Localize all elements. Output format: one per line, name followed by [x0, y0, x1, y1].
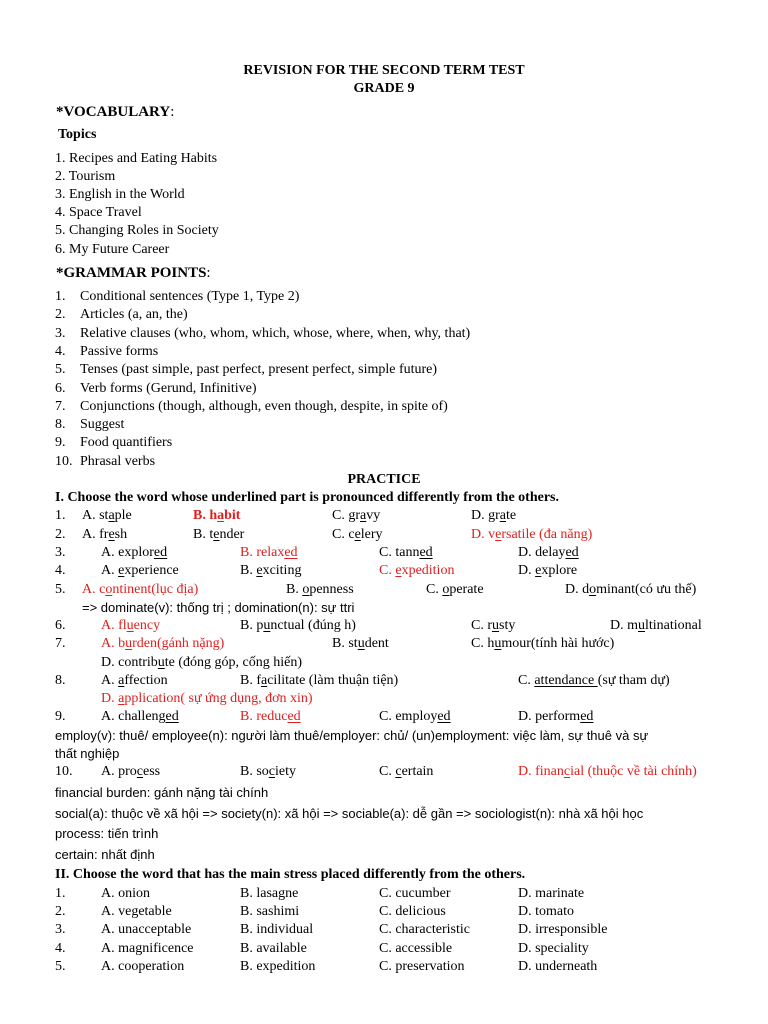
- topic-item: 2. Tourism: [55, 169, 116, 184]
- question-number: 3.: [55, 922, 66, 937]
- option-c: C. employed: [379, 709, 451, 724]
- option-c: C. attendance (sự tham dự): [518, 673, 670, 688]
- question-number: 4.: [55, 941, 66, 956]
- grammar-item: Suggest: [80, 417, 125, 432]
- grammar-heading: *GRAMMAR POINTS:: [56, 265, 211, 281]
- question-number: 6.: [55, 618, 66, 633]
- option-a: A. explored: [101, 545, 168, 560]
- grammar-item-number: 7.: [55, 399, 66, 414]
- question-number: 2.: [55, 904, 66, 919]
- grammar-item-number: 1.: [55, 289, 66, 304]
- grammar-item: Articles (a, an, the): [80, 307, 188, 322]
- answer-option: A. burden(gánh nặng): [101, 636, 225, 651]
- option-b: B. expedition: [240, 959, 316, 974]
- option-d: D. speciality: [518, 941, 589, 956]
- option-c: C. cucumber: [379, 886, 451, 901]
- answer-option: B. relaxed: [240, 545, 298, 560]
- option-c: C. characteristic: [379, 922, 470, 937]
- practice-heading: PRACTICE: [347, 472, 421, 487]
- topic-item: 5. Changing Roles in Society: [55, 223, 219, 238]
- question-number: 9.: [55, 709, 66, 724]
- option-d: D. underneath: [518, 959, 598, 974]
- option-a: A. staple: [82, 508, 132, 523]
- document-title: REVISION FOR THE SECOND TERM TEST: [243, 63, 525, 78]
- option-a: A. cooperation: [101, 959, 185, 974]
- question-number: 10.: [55, 764, 73, 779]
- topics-label: Topics: [58, 127, 97, 142]
- vocab-note: social(a): thuộc về xã hội => society(n): xã hội => sociable(a): dễ gần => sociologist(n): nhà xã hội học: [55, 806, 644, 821]
- vocab-note: process: tiến trình: [55, 826, 159, 841]
- vocab-note: => dominate(v): thống trị ; domination(n): sự ttri: [82, 600, 355, 615]
- question-number: 1.: [55, 508, 66, 523]
- option-d: D. delayed: [518, 545, 579, 560]
- answer-option: A. continent(lục địa): [82, 582, 199, 597]
- grammar-item: Conditional sentences (Type 1, Type 2): [80, 289, 300, 304]
- vocab-note: certain: nhất định: [55, 847, 155, 862]
- vocab-note: employ(v): thuê/ employee(n): người làm thuê/employer: chủ/ (un)employment: việc làm, sự thuê và sự: [55, 728, 649, 743]
- section-2-instruction: II. Choose the word that has the main stress placed differently from the others.: [55, 867, 526, 882]
- grammar-item: Food quantifiers: [80, 435, 173, 450]
- topic-item: 1. Recipes and Eating Habits: [55, 151, 218, 166]
- grammar-item-number: 6.: [55, 381, 66, 396]
- grammar-item-number: 4.: [55, 344, 66, 359]
- option-c: C. tanned: [379, 545, 433, 560]
- option-c: C. humour(tính hài hước): [471, 636, 615, 651]
- option-d: D. dominant(có ưu thế): [565, 582, 697, 597]
- option-d: D. tomato: [518, 904, 574, 919]
- question-number: 7.: [55, 636, 66, 651]
- option-d: D. marinate: [518, 886, 585, 901]
- question-number: 2.: [55, 527, 66, 542]
- option-d: D. performed: [518, 709, 594, 724]
- option-d: D. contribute (đóng góp, cống hiến): [101, 655, 303, 670]
- option-b: B. society: [240, 764, 297, 779]
- question-number: 5.: [55, 582, 66, 597]
- vocab-note: financial burden: gánh nặng tài chính: [55, 785, 269, 800]
- option-d: D. explore: [518, 563, 578, 578]
- question-number: 3.: [55, 545, 66, 560]
- grammar-item-number: 3.: [55, 326, 66, 341]
- option-a: A. challenged: [101, 709, 179, 724]
- grammar-item: Tenses (past simple, past perfect, present perfect, simple future): [80, 362, 438, 377]
- option-a: A. onion: [101, 886, 150, 901]
- vocabulary-heading: *VOCABULARY:: [56, 104, 175, 120]
- option-a: A. magnificence: [101, 941, 194, 956]
- answer-option: D. financial (thuộc về tài chính): [518, 764, 697, 779]
- grammar-item: Conjunctions (though, although, even though, despite, in spite of): [80, 399, 448, 414]
- section-1-instruction: I. Choose the word whose underlined part is pronounced differently from the others.: [55, 490, 560, 505]
- grammar-item: Relative clauses (who, whom, which, whose, where, when, why, that): [80, 326, 471, 341]
- document-subtitle: GRADE 9: [353, 81, 415, 96]
- grammar-item-number: 2.: [55, 307, 66, 322]
- answer-option: D. versatile (đa năng): [471, 527, 593, 542]
- option-b: B. punctual (đúng h): [240, 618, 356, 633]
- question-number: 1.: [55, 886, 66, 901]
- grammar-item-number: 10.: [55, 454, 73, 469]
- option-c: C. celery: [332, 527, 383, 542]
- option-a: A. vegetable: [101, 904, 172, 919]
- option-b: B. exciting: [240, 563, 302, 578]
- option-c: C. operate: [426, 582, 484, 597]
- question-number: 4.: [55, 563, 66, 578]
- grammar-item: Passive forms: [80, 344, 159, 359]
- option-b: B. lasagne: [240, 886, 299, 901]
- option-a: A. affection: [101, 673, 168, 688]
- option-b: B. openness: [286, 582, 354, 597]
- option-c: C. preservation: [379, 959, 465, 974]
- option-c: C. accessible: [379, 941, 453, 956]
- option-d: D. irresponsible: [518, 922, 608, 937]
- option-b: B. sashimi: [240, 904, 300, 919]
- option-a: A. fresh: [82, 527, 128, 542]
- option-d: D. multinational: [610, 618, 702, 633]
- option-b: B. individual: [240, 922, 314, 937]
- option-b: B. tender: [193, 527, 245, 542]
- answer-option: B. habit: [193, 508, 241, 523]
- answer-option: C. expedition: [379, 563, 455, 578]
- option-a: A. unacceptable: [101, 922, 192, 937]
- question-number: 8.: [55, 673, 66, 688]
- grammar-item-number: 8.: [55, 417, 66, 432]
- question-number: 5.: [55, 959, 66, 974]
- option-c: C. rusty: [471, 618, 516, 633]
- vocab-note: thất nghiệp: [55, 746, 120, 761]
- option-d: D. grate: [471, 508, 517, 523]
- option-b: B. facilitate (làm thuận tiện): [240, 673, 399, 688]
- grammar-item-number: 5.: [55, 362, 66, 377]
- answer-option: B. reduced: [240, 709, 301, 724]
- option-b: B. student: [332, 636, 389, 651]
- option-c: C. certain: [379, 764, 434, 779]
- option-c: C. gravy: [332, 508, 381, 523]
- grammar-item: Verb forms (Gerund, Infinitive): [80, 381, 257, 396]
- topic-item: 4. Space Travel: [55, 205, 142, 220]
- topic-item: 3. English in the World: [55, 187, 185, 202]
- grammar-item-number: 9.: [55, 435, 66, 450]
- grammar-item: Phrasal verbs: [80, 454, 156, 469]
- topic-item: 6. My Future Career: [55, 242, 170, 257]
- option-c: C. delicious: [379, 904, 446, 919]
- option-a: A. experience: [101, 563, 179, 578]
- answer-option: D. application( sự ứng dụng, đơn xin): [101, 691, 313, 706]
- answer-option: A. fluency: [101, 618, 161, 633]
- option-a: A. process: [101, 764, 161, 779]
- option-b: B. available: [240, 941, 307, 956]
